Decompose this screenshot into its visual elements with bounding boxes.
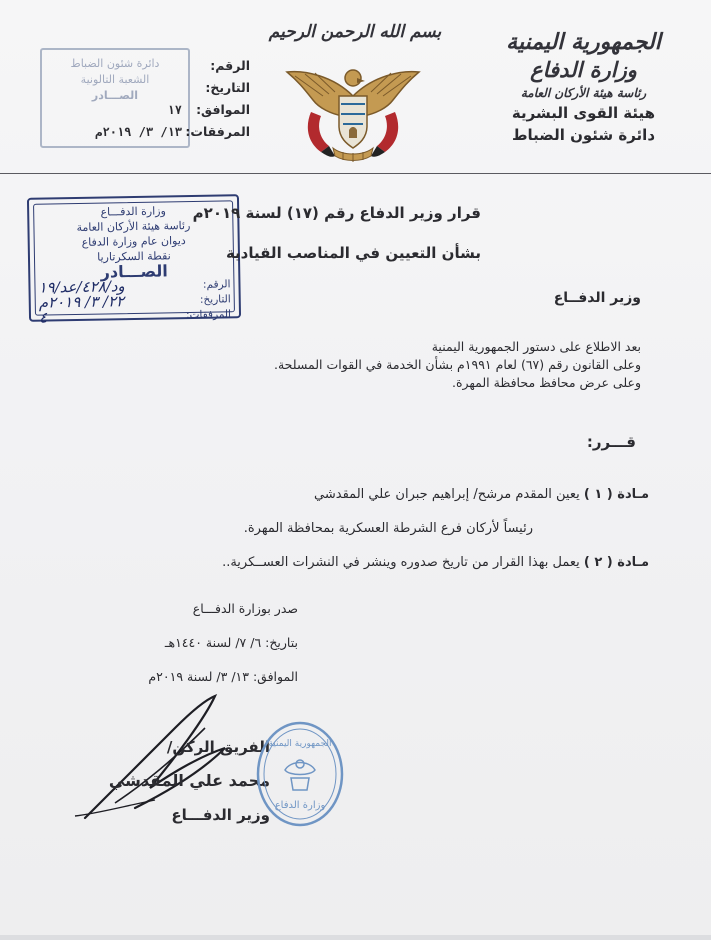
ref-number-value bbox=[50, 55, 188, 77]
ministry-round-seal bbox=[255, 720, 345, 828]
seal-bottom-text: وزارة الدفاع bbox=[274, 800, 326, 811]
header-divider bbox=[0, 173, 711, 174]
article-text: رئيساً لأركان فرع الشرطة العسكرية بمحافظة المهرة. bbox=[243, 521, 533, 536]
minister-heading: وزير الدفــاع bbox=[553, 290, 641, 306]
preamble-line: وعلى عرض محافظ محافظة المهرة. bbox=[451, 375, 641, 390]
ref-corr-value: ١٧ bbox=[167, 103, 182, 117]
ministry-name: وزارة الدفاع bbox=[530, 57, 637, 82]
article-1-continued bbox=[53, 518, 533, 540]
signatory-title: وزير الدفـــاع bbox=[171, 806, 270, 824]
stamp-outgoing-word: الصـــادر bbox=[100, 261, 168, 282]
preamble-line: وعلى القانون رقم (٦٧) لعام ١٩٩١م بشأن الخدمة في القوات المسلحة. bbox=[273, 357, 641, 372]
article-2 bbox=[49, 552, 649, 574]
signatory-rank: الفريق الركن/ bbox=[166, 738, 270, 756]
staff-presidency: رئاسة هيئة الأركان العامة bbox=[520, 86, 647, 100]
country-name: الجمهورية اليمنية bbox=[506, 29, 661, 55]
seal-top-text: الجمهورية اليمنية bbox=[268, 739, 332, 749]
stamp-line: نقطة السكرتاريا bbox=[97, 249, 171, 264]
stamp-date-value: ٢٢/ ٣/ ٢٠١٩م bbox=[38, 292, 125, 312]
ref-date-label: التاريخ: bbox=[205, 80, 250, 95]
basmala: بسم الله الرحمن الرحيم bbox=[268, 22, 442, 42]
ref-attach-row bbox=[50, 121, 250, 143]
stamp-number-label: الرقم: bbox=[202, 278, 231, 291]
issued-gregorian-date: الموافق: ١٣/ ٣/ لسنة ٢٠١٩م bbox=[148, 669, 298, 684]
faded-stamp-line: الشعبة التالونية bbox=[80, 73, 150, 86]
stamp-attach-value: ٤ bbox=[38, 308, 48, 327]
ref-number-label: الرقم: bbox=[210, 58, 250, 73]
article-label: مـادة ( ١ ) bbox=[583, 487, 649, 502]
stamp-attach-row bbox=[39, 307, 231, 325]
ref-corr-label: الموافق: bbox=[196, 102, 250, 117]
ref-number-row bbox=[50, 55, 250, 77]
ref-attach-value: ١٣/ ٣/ ٢٠١٩م bbox=[95, 125, 182, 139]
stamp-line: ديوان عام وزارة الدفاع bbox=[81, 234, 186, 249]
stamp-date-row bbox=[39, 292, 231, 310]
ref-attach-label: المرفقات: bbox=[185, 124, 250, 139]
stamp-number-row bbox=[38, 277, 230, 295]
yemen-eagle-emblem bbox=[283, 56, 423, 166]
preamble bbox=[81, 338, 641, 392]
stamp-date-label: التاريخ: bbox=[199, 293, 231, 306]
signatory-name: محمد علي المقدشي bbox=[108, 771, 270, 790]
stamp-line: رئاسة هيئة الأركان العامة bbox=[76, 219, 191, 234]
decree-title: قرار وزير الدفاع رقم (١٧) لسنة ٢٠١٩م bbox=[192, 204, 481, 222]
ref-date-value bbox=[50, 77, 188, 99]
article-text: يعمل بهذا القرار من تاريخ صدوره وينشر في النشرات العســكرية.. bbox=[222, 555, 580, 570]
faded-stamp-line: الصـــادر bbox=[91, 89, 139, 102]
preamble-line: بعد الاطلاع على دستور الجمهورية اليمنية bbox=[431, 339, 641, 354]
ref-date-row bbox=[50, 77, 250, 99]
page-bottom-edge bbox=[0, 935, 711, 940]
decided-heading: قـــرر: bbox=[586, 433, 636, 451]
issued-place: صدر بوزارة الدفـــاع bbox=[192, 601, 298, 616]
article-1 bbox=[49, 484, 649, 506]
ref-corr-row bbox=[50, 99, 250, 121]
department-name: دائرة شئون الضباط bbox=[511, 126, 656, 144]
decree-subject: بشأن التعيين في المناصب القيادية bbox=[225, 244, 481, 262]
stamp-attach-label: المرفقات: bbox=[185, 308, 232, 322]
article-text: يعين المقدم مرشح/ إبراهيم جبران علي المقدشي bbox=[314, 487, 580, 502]
stamp-line: وزارة الدفـــاع bbox=[100, 204, 166, 219]
reference-block bbox=[50, 55, 250, 143]
article-label: مـادة ( ٢ ) bbox=[583, 555, 649, 570]
issued-hijri-date: بتاريخ: ٦/ ٧/ لسنة ١٤٤٠هـ bbox=[164, 635, 298, 650]
authority-name: هيئة القوى البشرية bbox=[511, 104, 656, 122]
faded-stamp-line: دائرة شئون الضباط bbox=[70, 57, 160, 70]
issuer-header bbox=[476, 28, 691, 146]
stamp-number-value: ود/٤٢٨/عد/١٩ bbox=[38, 277, 125, 297]
